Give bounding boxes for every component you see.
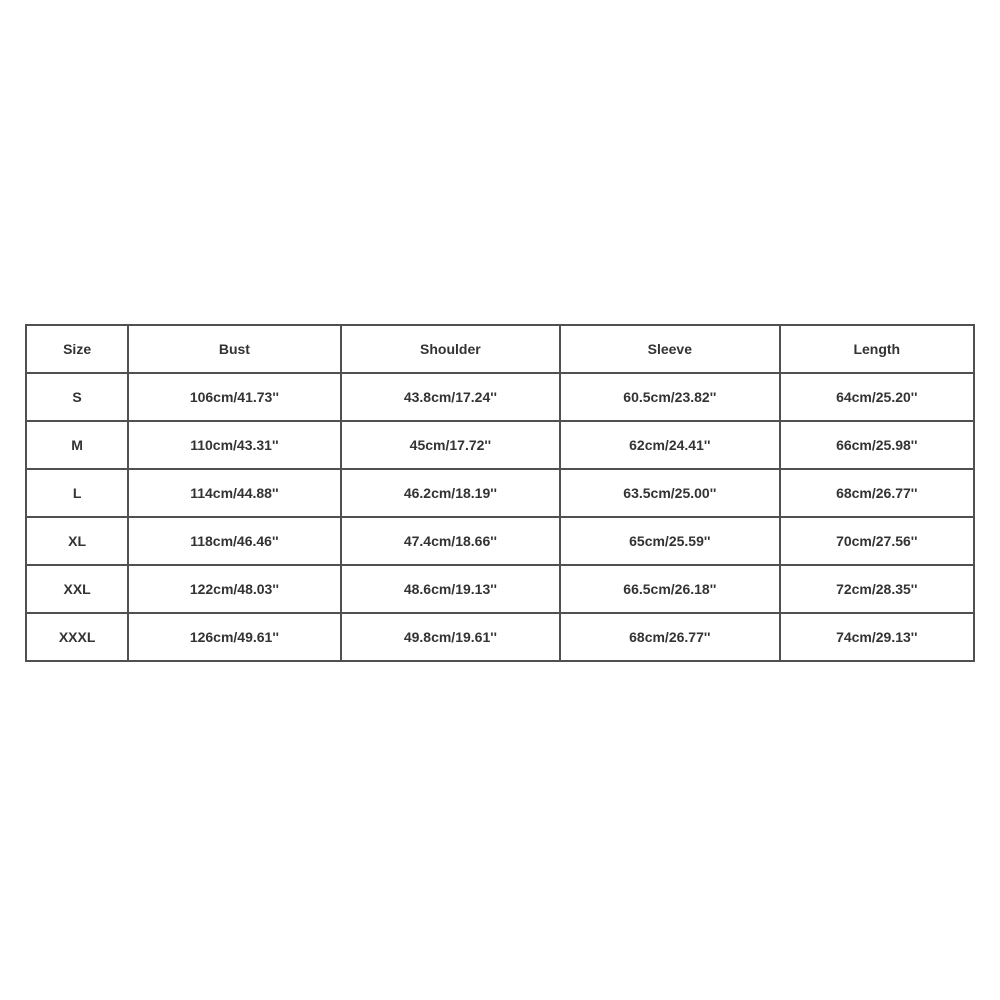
cell-sleeve: 63.5cm/25.00'' bbox=[560, 469, 779, 517]
cell-shoulder: 43.8cm/17.24'' bbox=[341, 373, 560, 421]
table-row bbox=[26, 373, 974, 421]
cell-sleeve: 66.5cm/26.18'' bbox=[560, 565, 779, 613]
size-chart-table bbox=[25, 324, 975, 662]
cell-bust: 106cm/41.73'' bbox=[128, 373, 340, 421]
cell-length: 66cm/25.98'' bbox=[780, 421, 974, 469]
cell-length: 64cm/25.20'' bbox=[780, 373, 974, 421]
cell-length: 70cm/27.56'' bbox=[780, 517, 974, 565]
cell-sleeve: 65cm/25.59'' bbox=[560, 517, 779, 565]
cell-size: XXXL bbox=[26, 613, 128, 661]
cell-bust: 118cm/46.46'' bbox=[128, 517, 340, 565]
cell-size: XXL bbox=[26, 565, 128, 613]
cell-sleeve: 60.5cm/23.82'' bbox=[560, 373, 779, 421]
cell-shoulder: 49.8cm/19.61'' bbox=[341, 613, 560, 661]
table-row bbox=[26, 469, 974, 517]
cell-bust: 110cm/43.31'' bbox=[128, 421, 340, 469]
header-size: Size bbox=[26, 325, 128, 373]
cell-shoulder: 47.4cm/18.66'' bbox=[341, 517, 560, 565]
cell-shoulder: 48.6cm/19.13'' bbox=[341, 565, 560, 613]
table-row bbox=[26, 613, 974, 661]
cell-shoulder: 46.2cm/18.19'' bbox=[341, 469, 560, 517]
cell-bust: 114cm/44.88'' bbox=[128, 469, 340, 517]
cell-sleeve: 68cm/26.77'' bbox=[560, 613, 779, 661]
cell-length: 72cm/28.35'' bbox=[780, 565, 974, 613]
cell-length: 68cm/26.77'' bbox=[780, 469, 974, 517]
cell-length: 74cm/29.13'' bbox=[780, 613, 974, 661]
header-bust: Bust bbox=[128, 325, 340, 373]
header-length: Length bbox=[780, 325, 974, 373]
cell-size: S bbox=[26, 373, 128, 421]
cell-sleeve: 62cm/24.41'' bbox=[560, 421, 779, 469]
header-shoulder: Shoulder bbox=[341, 325, 560, 373]
cell-bust: 126cm/49.61'' bbox=[128, 613, 340, 661]
cell-size: M bbox=[26, 421, 128, 469]
cell-bust: 122cm/48.03'' bbox=[128, 565, 340, 613]
table-row bbox=[26, 565, 974, 613]
header-sleeve: Sleeve bbox=[560, 325, 779, 373]
table-row bbox=[26, 517, 974, 565]
cell-shoulder: 45cm/17.72'' bbox=[341, 421, 560, 469]
cell-size: XL bbox=[26, 517, 128, 565]
table-header-row bbox=[26, 325, 974, 373]
cell-size: L bbox=[26, 469, 128, 517]
table-row bbox=[26, 421, 974, 469]
